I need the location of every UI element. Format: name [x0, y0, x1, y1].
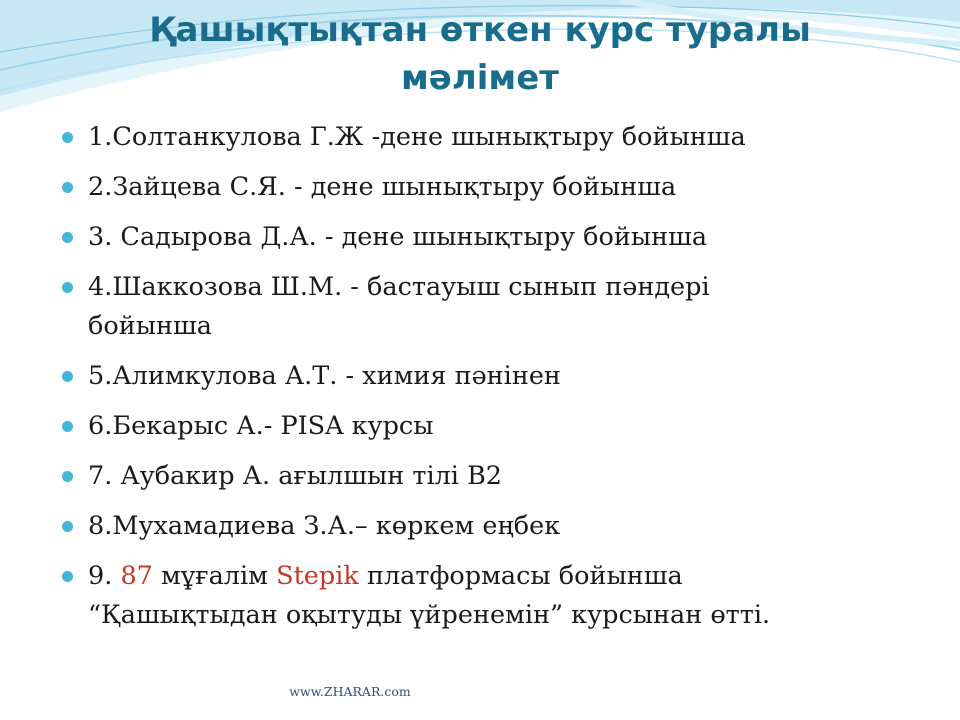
bullet-icon — [62, 182, 73, 193]
course-list — [56, 118, 916, 635]
list-item-text: 8.Мухамадиева З.А.– көркем еңбек — [88, 511, 561, 541]
list-item — [56, 507, 916, 546]
list-item-text-continued: “Қашықтыдан оқытуды үйренемін” курсынан өтті. — [88, 600, 771, 630]
list-item-text: 3. Садырова Д.А. - дене шынықтыру бойынша — [88, 222, 708, 252]
list-item-prefix: 9. — [88, 561, 121, 591]
list-item — [56, 557, 916, 635]
title-line-1: Қашықтықтан өткен курс туралы — [149, 10, 811, 50]
list-item — [56, 218, 916, 257]
list-item-text: 4.Шаккозова Ш.М. - бастауыш сынып пәндері — [88, 272, 710, 302]
list-item-text: 6.Бекарыс А.- PISA курсы — [88, 411, 434, 441]
list-item — [56, 357, 916, 396]
list-item-text: 7. Аубакир А. ағылшын тілі В2 — [88, 461, 503, 491]
bullet-icon — [62, 521, 73, 532]
slide-title — [0, 6, 960, 102]
teacher-count: 87 — [120, 561, 153, 591]
list-item — [56, 457, 916, 496]
bullet-icon — [62, 371, 73, 382]
list-item-text-continued: бойынша — [88, 311, 212, 341]
bullet-icon — [62, 132, 73, 143]
bullet-icon — [62, 571, 73, 582]
list-item-text: 2.Зайцева С.Я. - дене шынықтыру бойынша — [88, 172, 677, 202]
list-item — [56, 407, 916, 446]
title-line-2: мәлімет — [401, 58, 559, 98]
list-item-text: 5.Алимкулова А.Т. - химия пәнінен — [88, 361, 561, 391]
bullet-icon — [62, 282, 73, 293]
list-item-suffix: платформасы бойынша — [358, 561, 683, 591]
bullet-icon — [62, 421, 73, 432]
list-item — [56, 168, 916, 207]
platform-name: Stepik — [276, 561, 359, 591]
list-item-middle: мұғалім — [152, 561, 277, 591]
bullet-icon — [62, 232, 73, 243]
list-item — [56, 118, 916, 157]
footer-url: www.ZHARAR.com — [289, 684, 411, 699]
list-item — [56, 268, 916, 346]
bullet-icon — [62, 471, 73, 482]
list-item-text: 1.Солтанкулова Г.Ж -дене шынықтыру бойынша — [88, 122, 746, 152]
